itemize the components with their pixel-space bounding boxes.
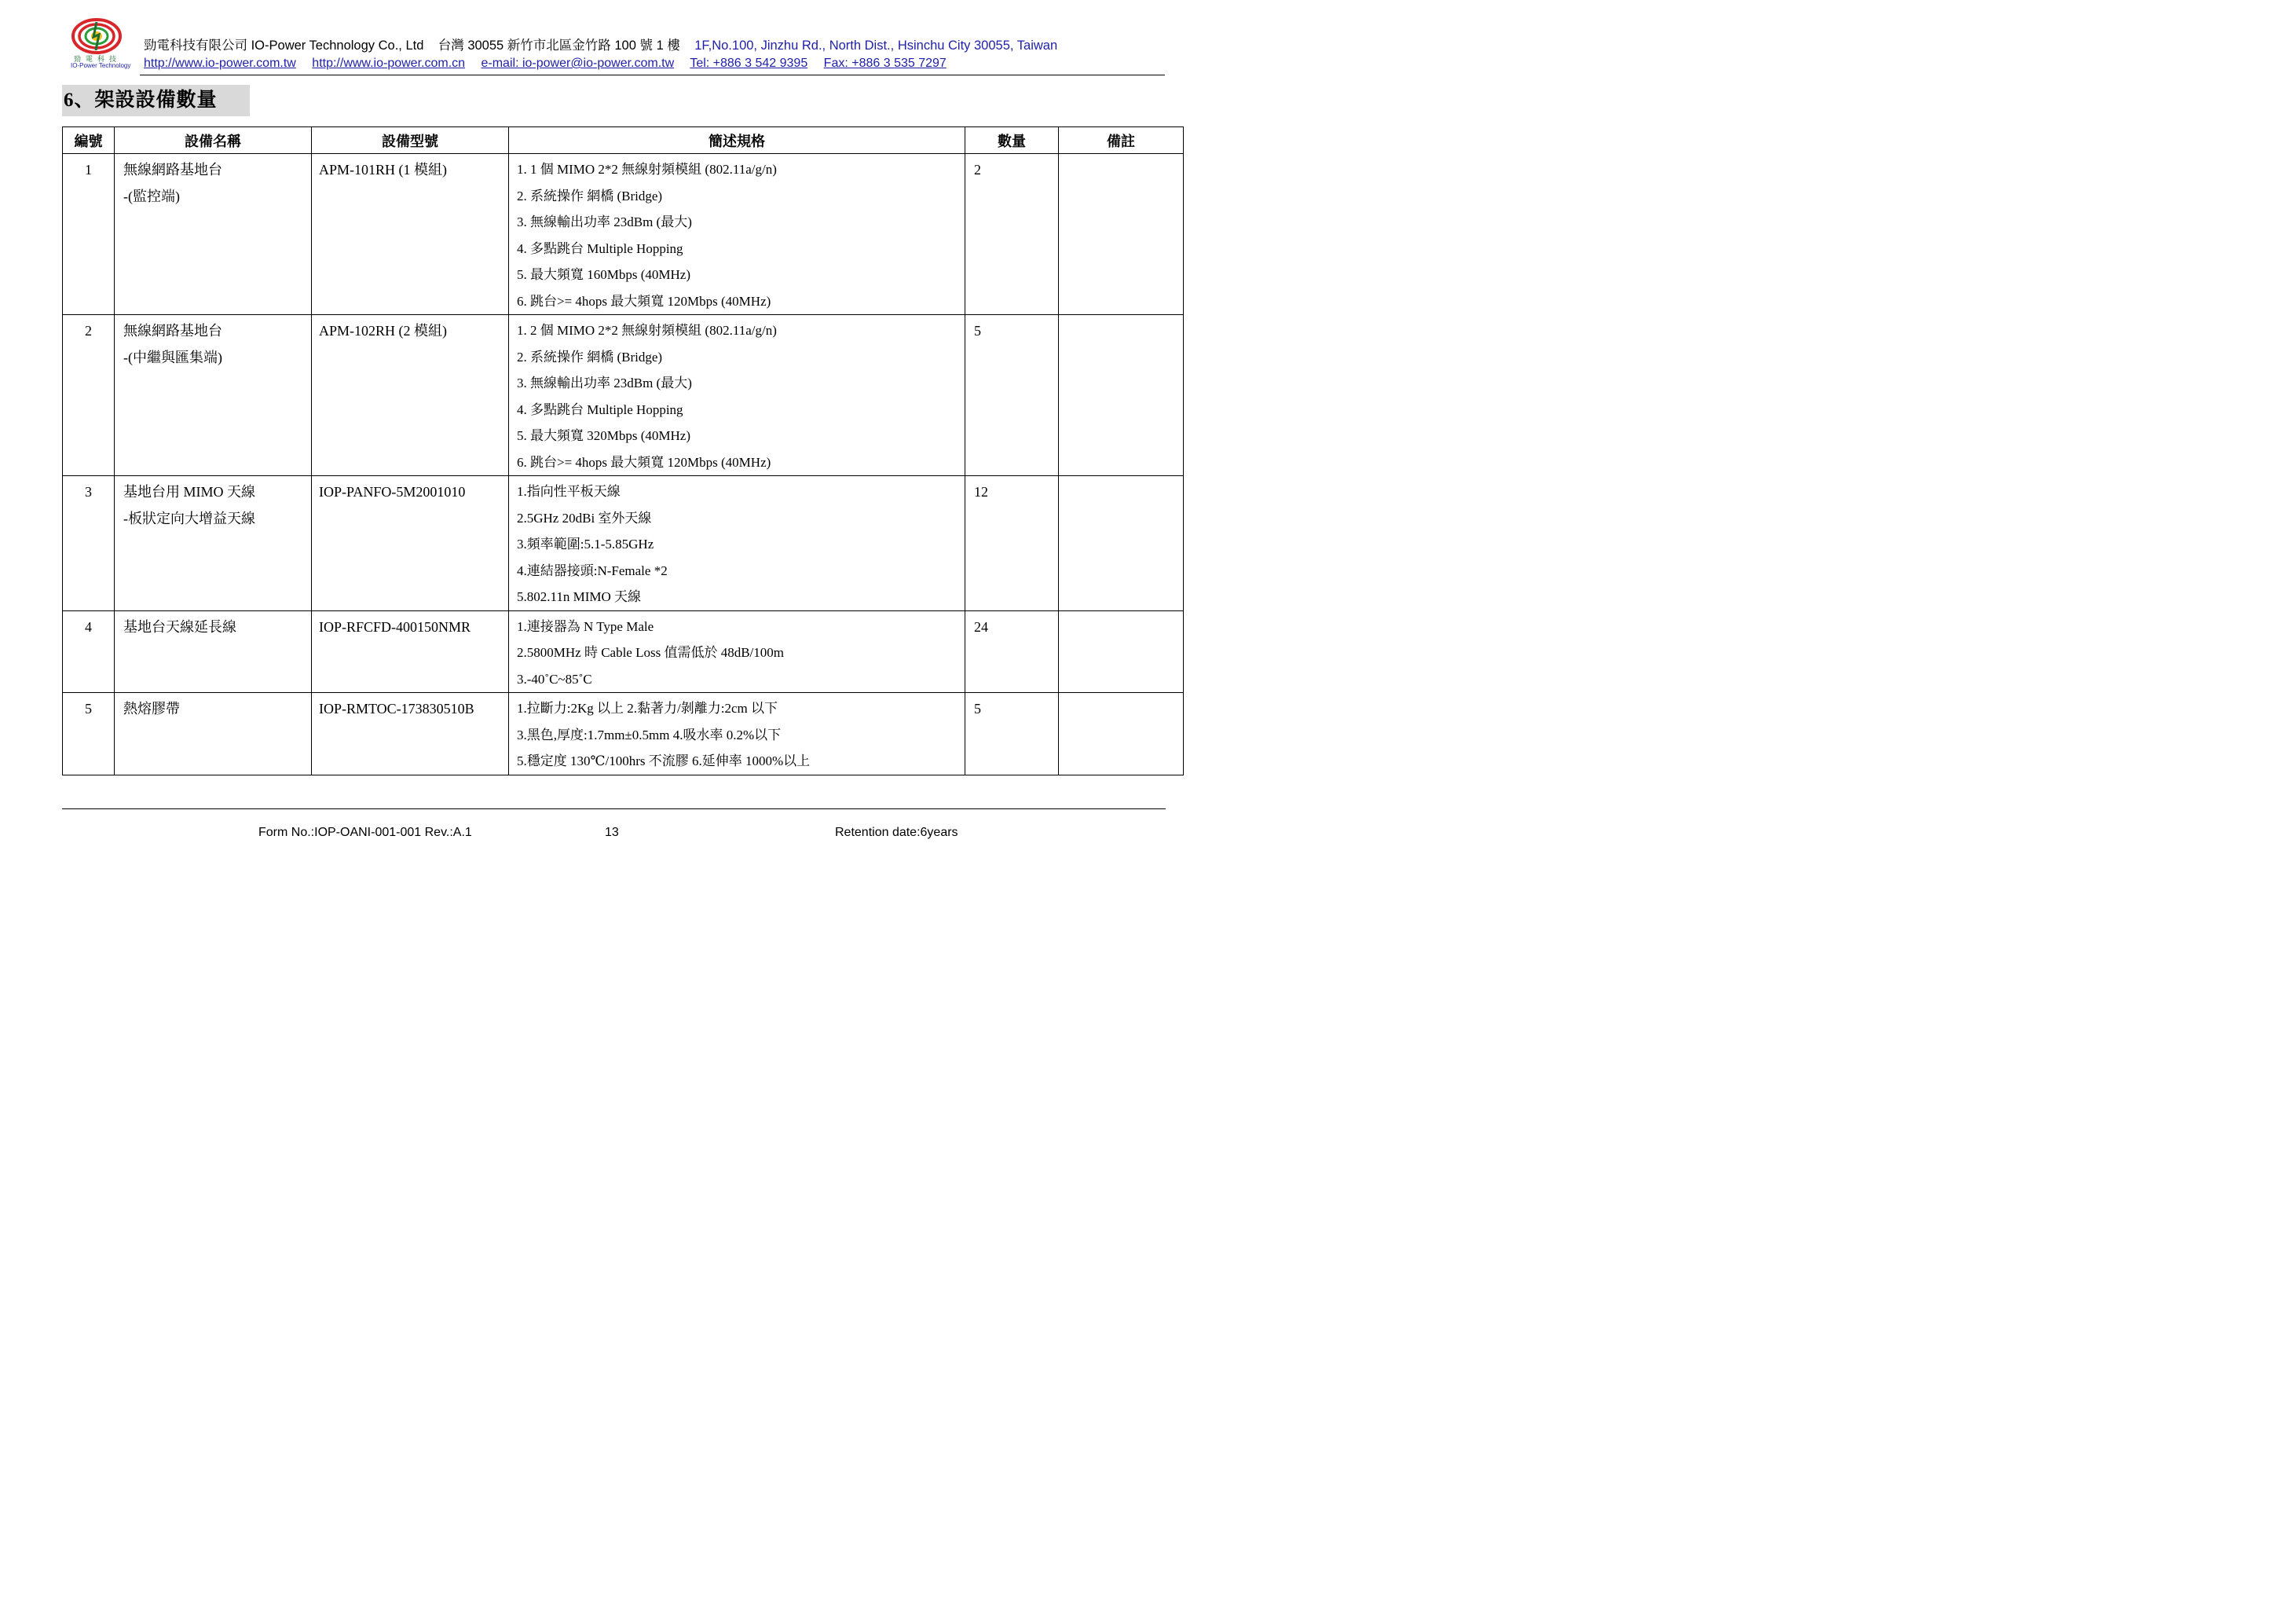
cell-name — [115, 693, 312, 775]
spec-line: 2. 系統操作 網橋 (Bridge) — [517, 188, 663, 203]
contact-info-line — [144, 57, 959, 71]
spec-line: 1. 1 個 MIMO 2*2 無線射頻模組 (802.11a/g/n) — [517, 162, 777, 177]
cell-no: 3 — [63, 476, 115, 611]
email-link[interactable]: e-mail: io-power@io-power.com.tw — [481, 57, 675, 70]
table-row — [63, 476, 1184, 611]
cell-model: APM-102RH (2 模組) — [312, 315, 509, 476]
address-en: 1F,No.100, Jinzhu Rd., North Dist., Hsinchu City 30055, Taiwan — [694, 38, 1058, 53]
cell-note — [1059, 693, 1184, 775]
table-row — [63, 610, 1184, 693]
cell-spec — [509, 693, 965, 775]
company-logo — [68, 16, 138, 72]
table-header-row — [63, 127, 1184, 154]
footer-divider — [62, 808, 1166, 809]
cell-qty: 5 — [965, 693, 1059, 775]
cell-note — [1059, 315, 1184, 476]
cell-qty: 24 — [965, 610, 1059, 693]
name-line: 無線網路基地台 — [123, 323, 222, 339]
phone-link[interactable]: Tel: +886 3 542 9395 — [690, 57, 808, 70]
company-name-zh: 勁電科技有限公司 — [144, 38, 247, 53]
column-header-name: 設備名稱 — [115, 127, 312, 154]
cell-name — [115, 476, 312, 611]
spec-line: 3.頻率範圍:5.1-5.85GHz — [517, 537, 654, 552]
spec-line: 3. 無線輸出功率 23dBm (最大) — [517, 376, 692, 390]
logo-text-zh: 勁電科技 — [74, 55, 122, 63]
footer-page-number: 13 — [605, 826, 619, 839]
cell-note — [1059, 476, 1184, 611]
cell-name — [115, 315, 312, 476]
cell-spec — [509, 315, 965, 476]
cell-model: IOP-PANFO-5M2001010 — [312, 476, 509, 611]
spec-line: 3.-40˚C~85˚C — [517, 671, 592, 687]
cell-model: APM-101RH (1 模組) — [312, 154, 509, 315]
column-header-qty: 數量 — [965, 127, 1059, 154]
cell-spec — [509, 154, 965, 315]
cell-note — [1059, 610, 1184, 693]
address-zh: 台灣 30055 新竹市北區金竹路 100 號 1 樓 — [438, 38, 680, 53]
cell-qty: 12 — [965, 476, 1059, 611]
spec-line: 3. 無線輸出功率 23dBm (最大) — [517, 214, 692, 229]
spec-line: 2.5GHz 20dBi 室外天線 — [517, 510, 652, 526]
name-line: -(中繼與匯集端) — [123, 350, 222, 365]
spec-line: 1. 2 個 MIMO 2*2 無線射頻模組 (802.11a/g/n) — [517, 323, 777, 338]
spec-line: 4. 多點跳台 Multiple Hopping — [517, 240, 683, 256]
spec-line: 4.連結器接頭:N-Female *2 — [517, 563, 668, 578]
cell-spec — [509, 610, 965, 693]
spec-line: 4. 多點跳台 Multiple Hopping — [517, 401, 683, 417]
spec-line: 5.802.11n MIMO 天線 — [517, 589, 642, 604]
website-tw-link[interactable]: http://www.io-power.com.tw — [144, 57, 296, 70]
column-header-no: 編號 — [63, 127, 115, 154]
cell-model: IOP-RFCFD-400150NMR — [312, 610, 509, 693]
name-line: 基地台用 MIMO 天線 — [123, 484, 256, 500]
name-line: 熱熔膠帶 — [123, 701, 180, 717]
column-header-model: 設備型號 — [312, 127, 509, 154]
name-line: 基地台天線延長線 — [123, 618, 236, 635]
spec-line: 1.拉斷力:2Kg 以上 2.黏著力/剝離力:2cm 以下 — [517, 701, 778, 716]
spec-line: 1.指向性平板天線 — [517, 484, 621, 499]
spec-line: 5. 最大頻寬 160Mbps (40MHz) — [517, 267, 690, 282]
spec-line: 6. 跳台>= 4hops 最大頻寬 120Mbps (40MHz) — [517, 293, 771, 309]
cell-spec — [509, 476, 965, 611]
name-line: -(監控端) — [123, 189, 180, 204]
spec-line: 1.連接器為 N Type Male — [517, 618, 654, 634]
cell-name — [115, 610, 312, 693]
cell-note — [1059, 154, 1184, 315]
cell-no: 1 — [63, 154, 115, 315]
table-row — [63, 154, 1184, 315]
section-title: 6、架設設備數量 — [62, 85, 250, 116]
table-row — [63, 693, 1184, 775]
footer-retention-date: Retention date:6years — [835, 826, 958, 839]
spec-line: 5.穩定度 130℃/100hrs 不流膠 6.延伸率 1000%以上 — [517, 753, 811, 768]
cell-no: 4 — [63, 610, 115, 693]
website-cn-link[interactable]: http://www.io-power.com.cn — [312, 57, 466, 70]
table-row — [63, 315, 1184, 476]
spec-line: 5. 最大頻寬 320Mbps (40MHz) — [517, 428, 690, 443]
cell-name — [115, 154, 312, 315]
name-line: 無線網路基地台 — [123, 162, 222, 178]
spec-line: 2.5800MHz 時 Cable Loss 值需低於 48dB/100m — [517, 645, 784, 660]
cell-qty: 5 — [965, 315, 1059, 476]
column-header-note: 備註 — [1059, 127, 1184, 154]
name-line: -板狀定向大增益天線 — [123, 511, 255, 526]
cell-no: 5 — [63, 693, 115, 775]
company-info-line — [144, 35, 1057, 53]
logo-text-en: IO-Power Technology — [71, 62, 131, 69]
cell-no: 2 — [63, 315, 115, 476]
spec-line: 2. 系統操作 網橋 (Bridge) — [517, 349, 663, 365]
column-header-spec: 簡述規格 — [509, 127, 965, 154]
footer-form-number: Form No.:IOP-OANI-001-001 Rev.:A.1 — [258, 826, 472, 839]
cell-qty: 2 — [965, 154, 1059, 315]
equipment-table — [62, 126, 1184, 775]
cell-model: IOP-RMTOC-173830510B — [312, 693, 509, 775]
spec-line: 3.黑色,厚度:1.7mm±0.5mm 4.吸水率 0.2%以下 — [517, 727, 782, 742]
spec-line: 6. 跳台>= 4hops 最大頻寬 120Mbps (40MHz) — [517, 454, 771, 470]
fax-link[interactable]: Fax: +886 3 535 7297 — [823, 57, 947, 70]
company-name-en: IO-Power Technology Co., Ltd — [251, 38, 424, 53]
